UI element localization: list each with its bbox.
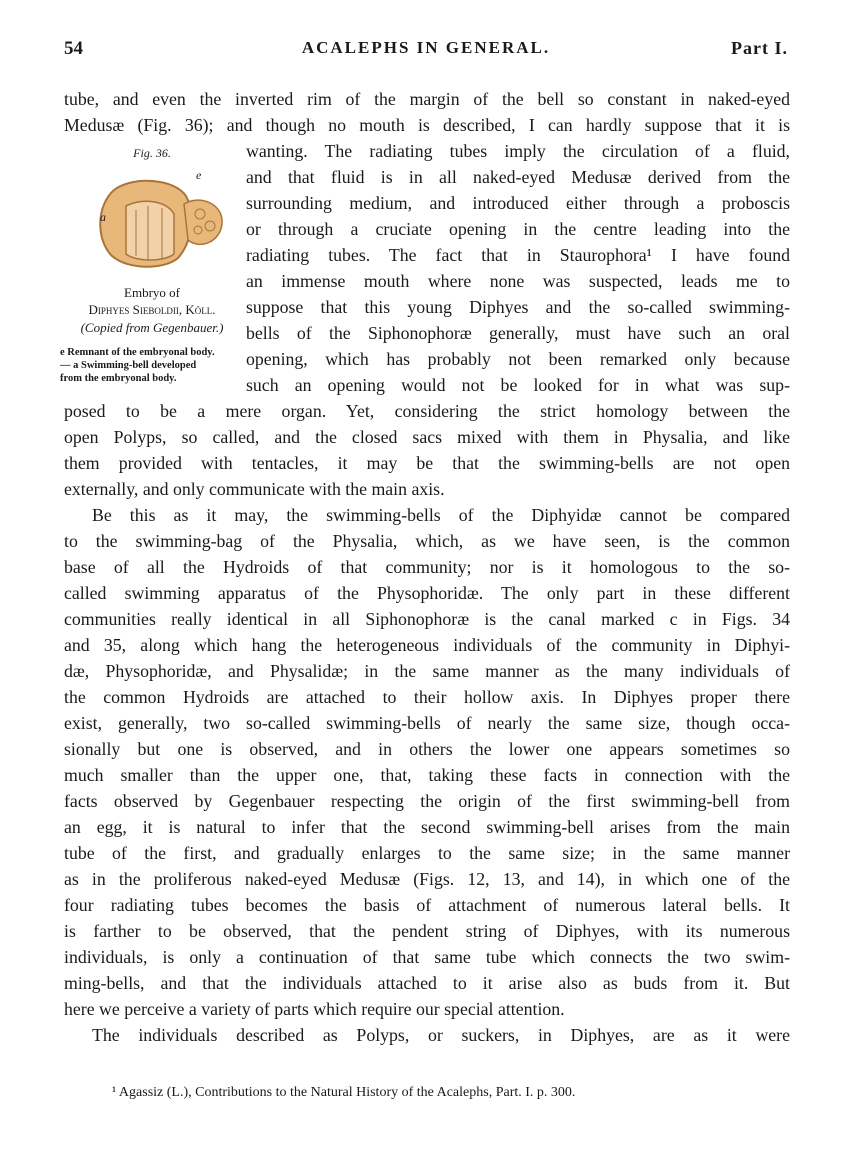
text-line: four radiating tubes becomes the basis of attachment of numerous lateral bells. It — [64, 895, 790, 915]
text-line: as in the proliferous naked-eyed Medusæ (Figs. 12, 13, and 14), in which one of the — [64, 869, 790, 889]
figure-legend-a: — a Swimming-bell developed — [60, 360, 197, 371]
text-line: the common Hydroids are attached to their hollow axis. In Diphyes proper there — [64, 687, 790, 707]
text-line: here we perceive a variety of parts which require our special attention. — [64, 999, 565, 1019]
page-header — [64, 32, 788, 62]
text-line: radiating tubes. The fact that in Staurophora¹ I have found — [246, 245, 790, 265]
text-line: Be this as it may, the swimming-bells of the Diphyidæ cannot be compared — [92, 505, 790, 525]
text-line: or through a cruciate opening in the centre leading into the — [246, 219, 790, 239]
text-line: communities really identical in all Siphonophoræ is the canal marked c in Figs. 34 — [64, 609, 790, 629]
text-line: such an opening would not be looked for in what was sup- — [246, 375, 790, 395]
part-label: Part I. — [731, 38, 788, 58]
text-line: and 35, along which hang the heterogeneous individuals of the community in Diphyi- — [64, 635, 790, 655]
text-line: and that fluid is in all naked-eyed Medusæ derived from the — [246, 167, 790, 187]
embryo-illustration — [82, 170, 232, 280]
text-line: externally, and only communicate with the main axis. — [64, 479, 445, 499]
text-line: is farther to be observed, that the pendent string of Diphyes, with its numerous — [64, 921, 790, 941]
text-line: suppose that this young Diphyes and the so-called swimming- — [246, 297, 790, 317]
text-line: individuals, is only a continuation of that same tube which connects the two swim- — [64, 947, 790, 967]
text-line: dæ, Physophoridæ, and Physalidæ; in the same manner as the many individuals of — [64, 661, 790, 681]
figure-label: Fig. 36. — [133, 146, 171, 160]
figure-mark-a: a — [100, 210, 106, 224]
figure-legend-e: e Remnant of the embryonal body. — [60, 347, 215, 358]
text-line: to the swimming-bag of the Physalia, which, as we have seen, is the common — [64, 531, 790, 551]
text-line: exist, generally, two so-called swimming-bells of nearly the same size, though occa- — [64, 713, 790, 733]
text-line: ming-bells, and that the individuals attached to it arise also as buds from it. But — [64, 973, 790, 993]
figure-36 — [64, 140, 240, 290]
figure-caption-species: Diphyes Sieboldii, Köll. — [88, 302, 216, 317]
text-line: called swimming apparatus of the Physophoridæ. The only part in these different — [64, 583, 790, 603]
text-line: an immense mouth where none was suspected, leads me to — [246, 271, 790, 291]
text-line: bells of the Siphonophoræ generally, must have such an oral — [246, 323, 790, 343]
text-line: The individuals described as Polyps, or suckers, in Diphyes, are as it were — [92, 1025, 790, 1045]
text-line: tube of the first, and gradually enlarges to the same size; in the same manner — [64, 843, 790, 863]
text-line: sionally but one is observed, and in others the lower one appears sometimes so — [64, 739, 790, 759]
text-line: wanting. The radiating tubes imply the circulation of a fluid, — [246, 141, 790, 161]
figure-mark-e: e — [196, 168, 202, 182]
text-line: much smaller than the upper one, that, taking these facts in connection with the — [64, 765, 790, 785]
figure-caption-line: Embryo of — [124, 285, 180, 300]
figure-legend-a-cont: from the embryonal body. — [60, 373, 177, 384]
text-line: surrounding medium, and introduced either through a proboscis — [246, 193, 790, 213]
text-line: facts observed by Gegenbauer respecting the origin of the first swimming-bell from — [64, 791, 790, 811]
footnote: ¹ Agassiz (L.), Contributions to the Natural History of the Acalephs, Part. I. p. 300. — [112, 1085, 576, 1100]
text-line: opening, which has probably not been remarked only because — [246, 349, 790, 369]
page-number: 54 — [64, 38, 83, 59]
text-line: posed to be a mere organ. Yet, considering the strict homology between the — [64, 401, 790, 421]
text-line: them provided with tentacles, it may be that the swimming-bells are not open — [64, 453, 790, 473]
text-line: open Polyps, so called, and the closed sacs mixed with them in Physalia, and like — [64, 427, 790, 447]
running-title: ACALEPHS IN GENERAL. — [301, 38, 551, 57]
text-line: an egg, it is natural to infer that the second swimming-bell arises from the main — [64, 817, 790, 837]
figure-caption-source: (Copied from Gegenbauer.) — [80, 320, 224, 335]
text-line: tube, and even the inverted rim of the margin of the bell so constant in naked-eyed — [64, 89, 790, 109]
text-line: base of all the Hydroids of that community; nor is it homologous to the so- — [64, 557, 790, 577]
text-line: Medusæ (Fig. 36); and though no mouth is described, I can hardly suppose that it is — [64, 115, 790, 135]
